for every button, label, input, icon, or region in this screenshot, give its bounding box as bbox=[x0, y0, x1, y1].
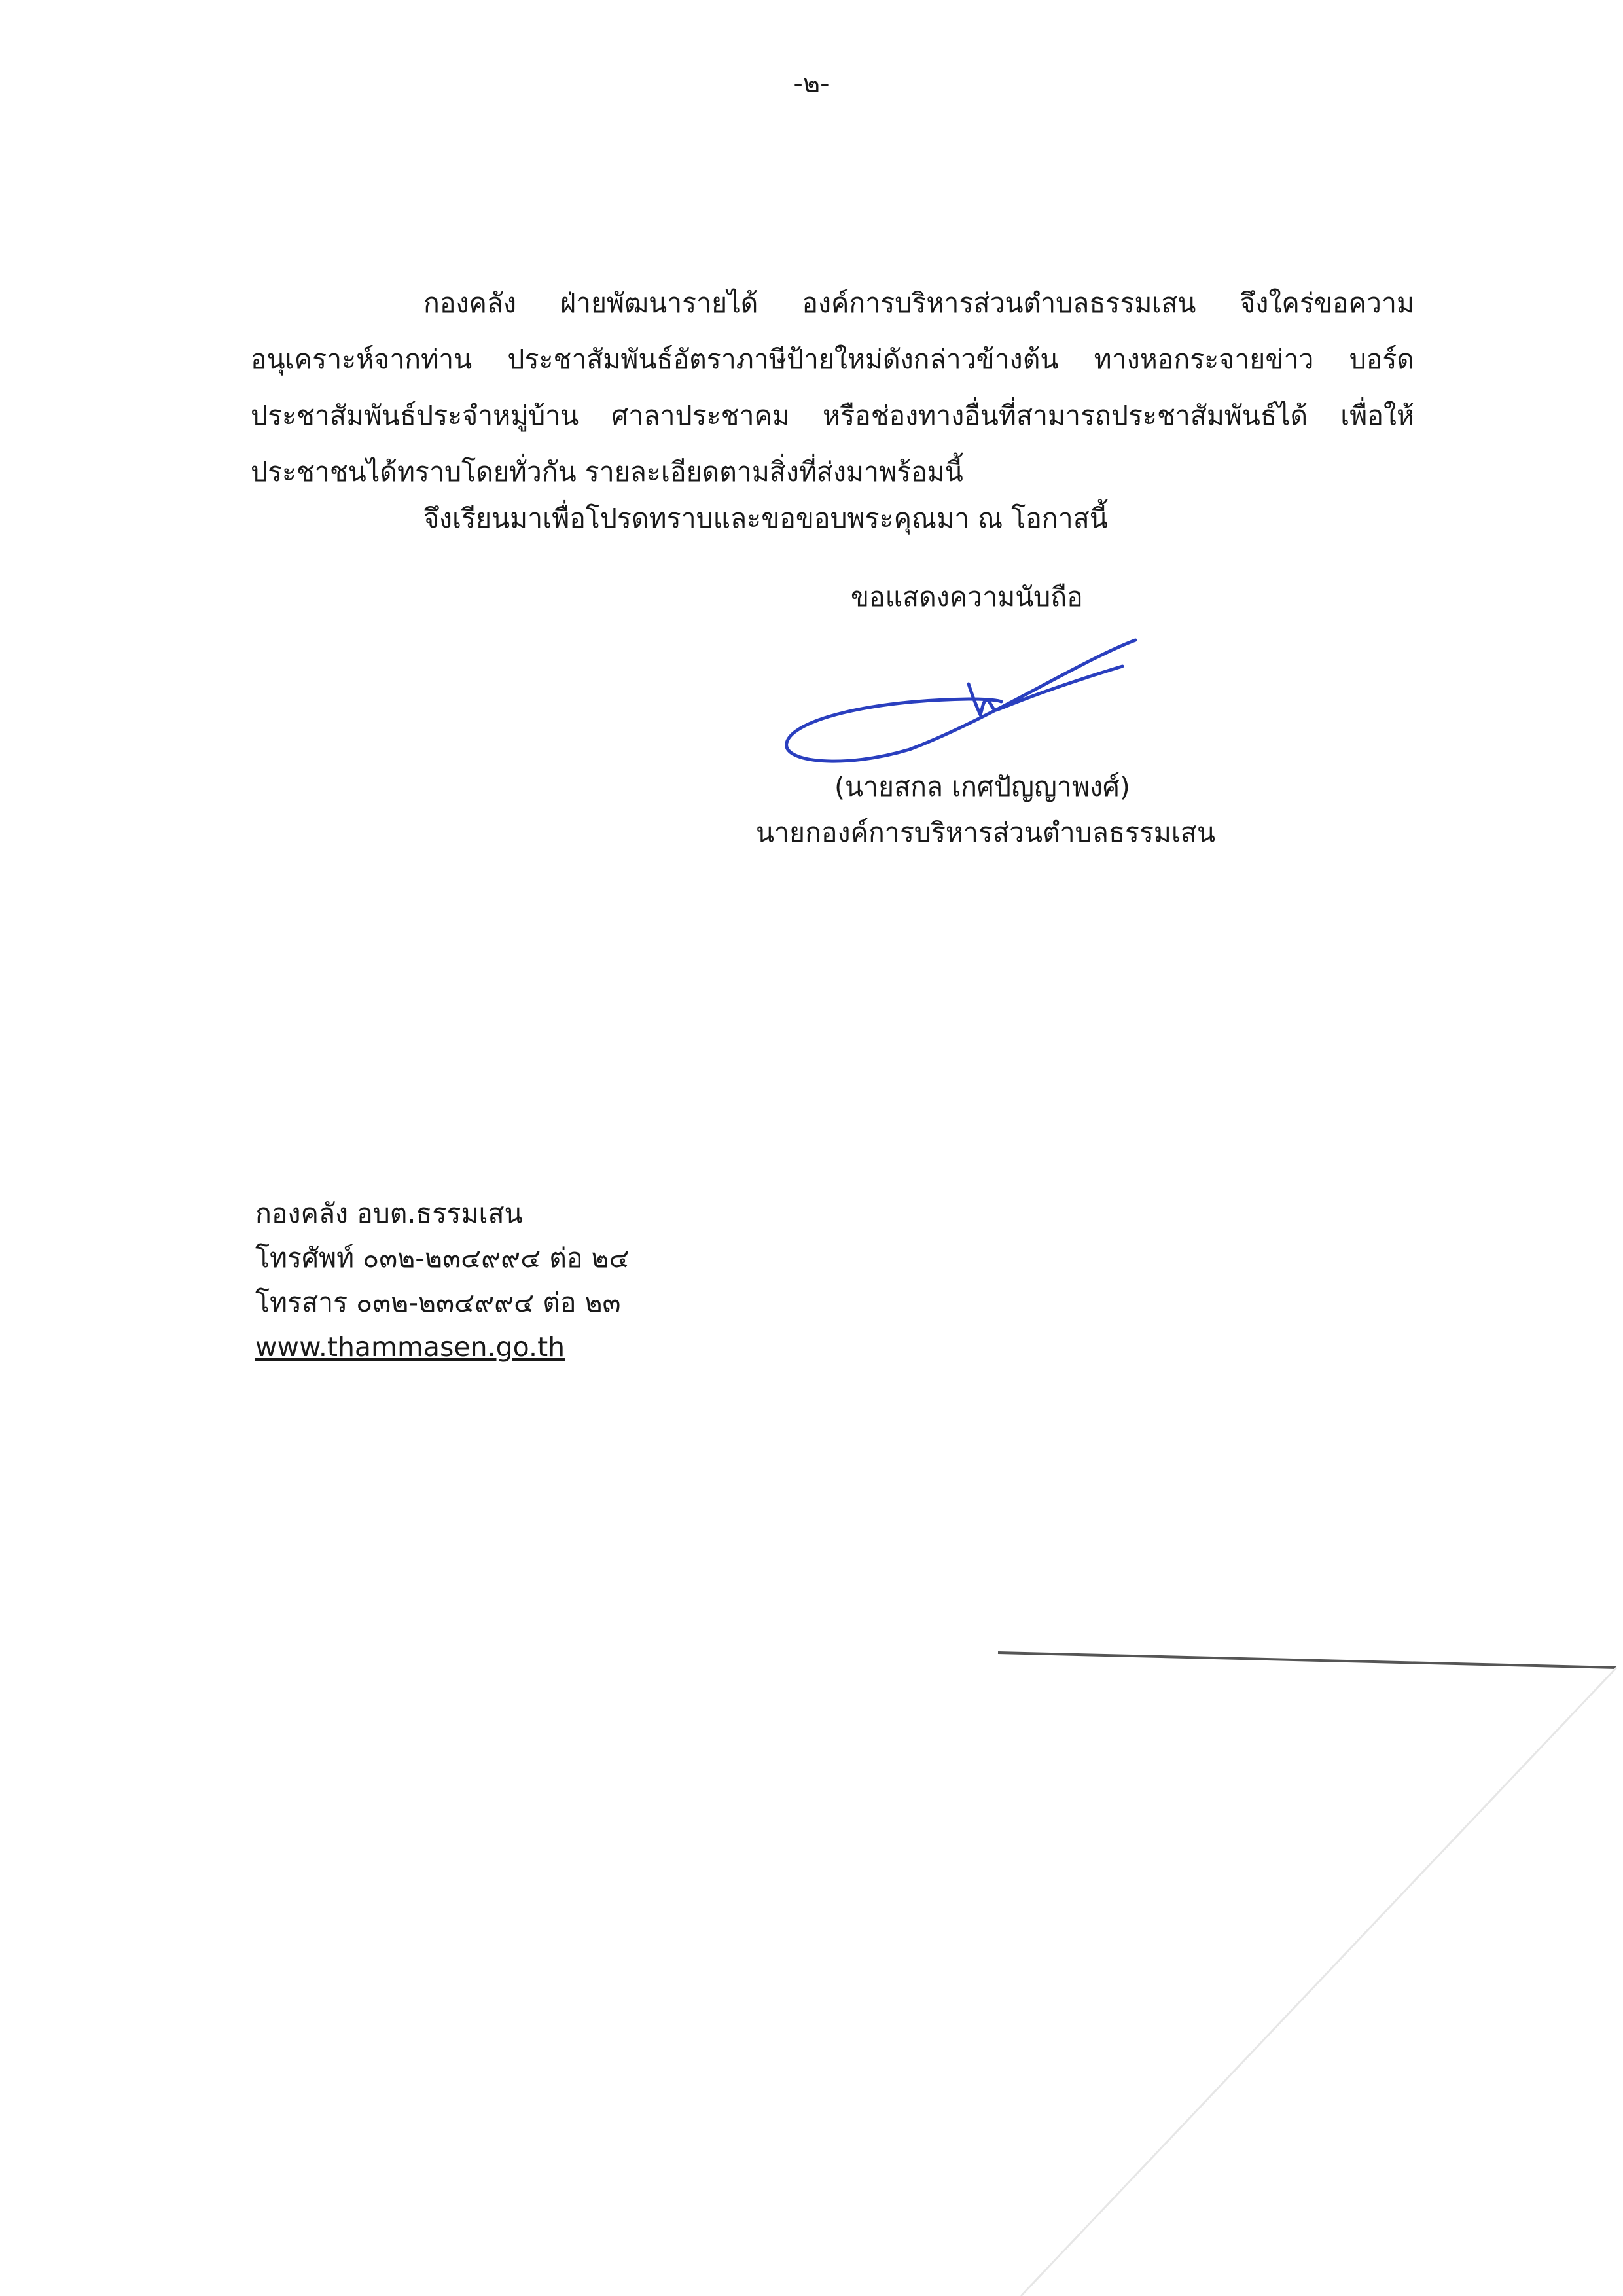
page-number: -๒- bbox=[793, 69, 830, 99]
contact-department: กองคลัง อบต.ธรรมเสน bbox=[255, 1198, 523, 1229]
body-paragraph: กองคลัง ฝ่ายพัฒนารายได้ องค์การบริหารส่วนตำบลธรรมเสน จึงใคร่ขอความอนุเคราะห์จากท่าน ประชาสัมพันธ์อัตราภาษีป้ายใหม่ดังกล่าวข้างต้น ทางหอกระจายข่าว บอร์ดประชาสัมพันธ์ประจำหมู่บ้าน ศาลาประชาคม หรือช่องทางอื่นที่สามารถประชาสัมพันธ์ได้ เพื่อให้ประชาชนได้ทราบโดยทั่วกัน รายละเอียดตามสิ่งที่ส่งมาพร้อมนี้ bbox=[251, 287, 1414, 488]
contact-phone: โทรศัพท์ ๐๓๒-๒๓๔๙๙๔ ต่อ ๒๔ bbox=[255, 1242, 630, 1274]
signer-name: (นายสกล เกศปัญญาพงศ์) bbox=[834, 771, 1130, 802]
signer-position: นายกองค์การบริหารส่วนตำบลธรรมเสน bbox=[756, 817, 1215, 848]
contact-block bbox=[255, 1191, 630, 1369]
contact-fax: โทรสาร ๐๓๒-๒๓๔๙๙๔ ต่อ ๒๓ bbox=[255, 1287, 621, 1318]
closing-line: จึงเรียนมาเพื่อโปรดทราบและขอขอบพระคุณมา ณ โอกาสนี้ bbox=[423, 503, 1108, 534]
website-link[interactable]: www.thammasen.go.th bbox=[255, 1331, 565, 1363]
salutation: ขอแสดงความนับถือ bbox=[851, 581, 1083, 613]
signature-image bbox=[772, 628, 1145, 772]
